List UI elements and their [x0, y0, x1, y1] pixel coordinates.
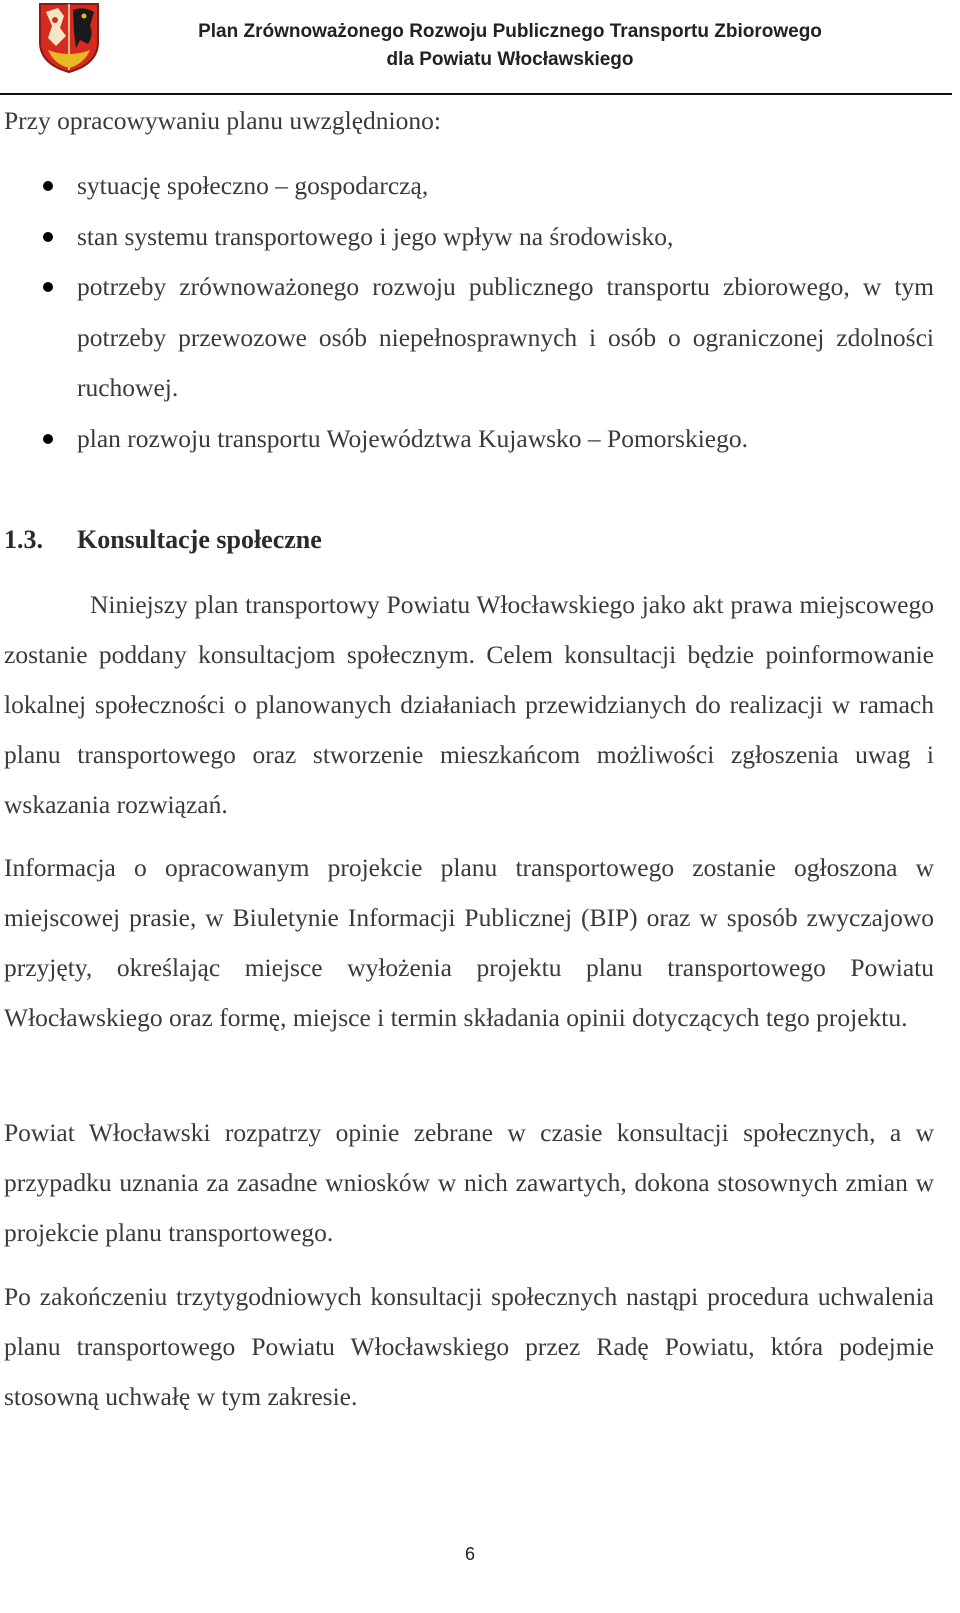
list-item [0, 212, 934, 263]
consultation-paragraph: Niniejszy plan transportowy Powiatu Włocławskiego jako akt prawa miejscowego zostanie poddany konsultacjom społecznym. Celem konsultacji będzie poinformowanie lokalnej społeczności o planowanych działaniach przewidzianych do realizacji w ramach planu transportowego oraz stworzenie mieszkańcom możliwości zgłoszenia uwag i wskazania rozwiązań. [4, 590, 934, 819]
section-title: Konsultacje społeczne [77, 525, 322, 554]
list-item-text: stan systemu transportowego i jego wpływ na środowisko, [77, 221, 674, 251]
list-item-text: sytuację społeczno – gospodarczą, [77, 171, 429, 200]
list-item-text: plan rozwoju transportu Województwa Kujawsko – Pomorskiego. [77, 423, 748, 453]
header-title-line1: Plan Zrównoważonego Rozwoju Publicznego Transportu Zbiorowego [198, 21, 822, 42]
intro-paragraph: Przy opracowywaniu planu uwzględniono: [4, 106, 441, 135]
bullet-icon [43, 282, 53, 292]
section-heading [4, 515, 322, 565]
bullet-icon [43, 232, 53, 242]
bullet-icon [43, 181, 53, 191]
bullet-icon [43, 434, 53, 444]
powiat-paragraph: Powiat Włocławski rozpatrzy opinie zebrane w czasie konsultacji społecznych, a w przypadku uznania za zasadne wniosków w nich zawartych, dokona stosownych zmian w projekcie planu transportowego. [4, 1118, 934, 1247]
header-rule [0, 93, 952, 95]
page-header [0, 0, 960, 96]
list-item-text: potrzeby zrównoważonego rozwoju publicznego transportu zbiorowego, w tym potrzeby przewozowe osób niepełnosprawnych i osób o ograniczonej zdolności ruchowej. [77, 272, 934, 402]
page-number: 6 [464, 1544, 475, 1564]
considerations-list [0, 161, 934, 464]
list-item [0, 161, 934, 212]
list-item [0, 262, 934, 414]
coat-of-arms-icon [38, 2, 100, 74]
section-number: 1.3. [4, 525, 43, 554]
list-item [0, 414, 934, 465]
closing-paragraph: Po zakończeniu trzytygodniowych konsultacji społecznych nastąpi procedura uchwalenia planu transportowego Powiatu Włocławskiego przez Radę Powiatu, która podejmie stosowną uchwałę w tym zakresie. [4, 1282, 934, 1411]
header-title-line2: dla Powiatu Włocławskiego [386, 49, 634, 70]
information-paragraph: Informacja o opracowanym projekcie planu transportowego zostanie ogłoszona w miejscowej prasie, w Biuletynie Informacji Publicznej (BIP) oraz w sposób zwyczajowo przyjęty, określając miejsce wyłożenia projektu planu transportowego Powiatu Włocławskiego oraz formę, miejsce i termin składania opinii dotyczących tego projektu. [4, 853, 934, 1032]
